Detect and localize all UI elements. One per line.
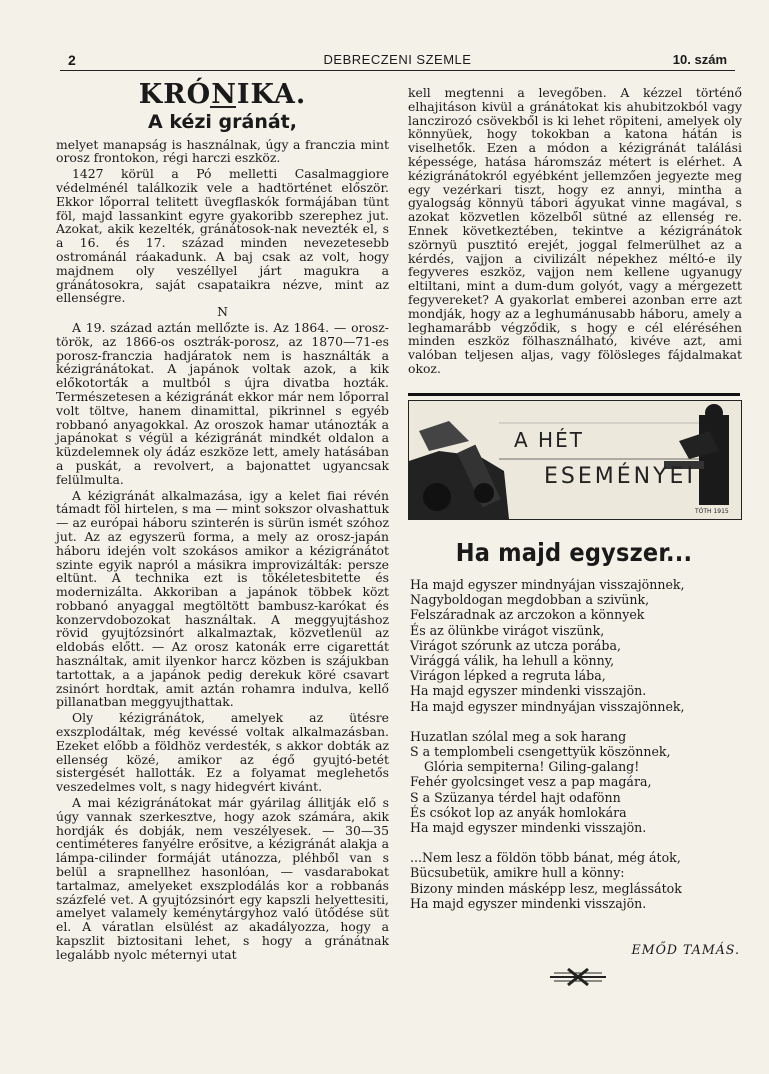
masthead: DEBRECZENI SZEMLE <box>323 52 472 67</box>
header-rule <box>60 70 735 71</box>
kronika-column <box>56 79 389 964</box>
poem-stanza <box>410 850 740 911</box>
section-rule <box>408 393 740 396</box>
article-paragraph: melyet manapság is használnak, úgy a franczia mint orosz frontokon, régi harczi eszköz. <box>56 136 389 166</box>
poem-line: Bücsubetük, amikre hull a könny: <box>410 865 625 881</box>
ornament-icon <box>548 966 608 988</box>
poem-line: S a Szüzanya térdel hajt odafönn <box>410 789 621 805</box>
article-paragraph: 1427 körül a Pó melletti Casalmaggiore védelménél találkozik vele a hadtörténet először. Ekkor lőporral telitett üvegflaskók formájában tünt föl, majd lassankint egyre gyakoribb szerephez jut. Azokat, akik kezelték, gránátosok-nak nevezték el, s a 16. és 17. század minden nevezetesebb ostrománál ráakadunk. A baj csak az volt, hogy majdnem oly veszéllyel járt magukra a gránátosokra, saját csapataikra nézve, mint az ellenségre. <box>56 166 389 306</box>
running-header <box>60 52 735 70</box>
article-paragraph: Oly kézigránátok, amelyek az ütésre exszplodáltak, még kevéssé voltak alkalmazásban. Ezeket előbb a földhöz verdesték, s akkor dobták az ellenség közé, amikor az égő gyujtó-betét sistergését hallották. Ez a folyamat meglehetős veszedelmes volt, s nagy hidegvért kivánt. <box>56 710 389 795</box>
banner-line2: ESEMÉNYEI <box>544 464 696 489</box>
article-paragraph: A mai kézigránátokat már gyárilag állitják elő s úgy vannak szerkesztve, hogy azok számára, akik hordják és dobják, nem veszélyesek. — 30—35 centiméteres fanyélre erősitve, a kézigránát alakja a lámpa-cilinder formáját utánozza, pléhből van s belül a srapnellhez hasonlóan, — vasdarabokat tartalmaz, amelyeket exszplodálás kor a robbanás százfelé vet. A gyujtózsinórt egy kapszli helyettesiti, amelyet valamely keménytárgyhoz való ütődése süt el. A váratlan elsülést az akadályozza, hogy a kapszlit biztositani lehet, s hogy a gránátnak legalább nyolc méternyi utat <box>56 795 389 962</box>
poem-line: Ha majd egyszer mindenki visszajön. <box>410 895 647 911</box>
poem-line: Glória sempiterna! Giling-galang! <box>424 759 640 775</box>
section-title: KRÓNIKA. <box>138 79 307 110</box>
poem-line: S a templombeli csengettyük köszönnek, <box>410 744 671 760</box>
article-paragraph: A kézigránát alkalmazása, igy a kelet fiai révén támadt föl hirtelen, s ma — mint sokszor olvashattuk — az európai háboru szinterén is sürün ismét szóhoz jut. Az az egyszerü forma, a mely az orosz-japán háboru idején volt szokásos amikor a kézigránátot szinte egyik napról a másikra improvizálták: persze eltünt. A technika ezt is tökéletesbitette és modernizálta. Akkoriban a japánok többek közt robbanó anyaggal megtöltött bambusz-karókat és konzervdobozokat használtak. A meggyujtáshoz rövid gyujtózsinórt alkalmaztak, közvetlenül az eldobás előtt. — Az orosz katonák erre cigarettát használtak, amit ilyenkor harcz közben is szájukban tartottak, a a japánok pedig derekuk köré csavart zsinórt hordtak, amit aztán rohamra indulva, kellő pillanatban meggyujthattak. <box>56 487 389 710</box>
issue-number: 10. szám <box>672 52 727 67</box>
poem-line: Nagyboldogan megdobban a szivünk, <box>410 592 650 608</box>
poem-line: Ha majd egyszer mindenki visszajön. <box>410 683 647 699</box>
article-paragraph: kell megtenni a levegőben. A kézzel történő elhajitáson kivül a gránátokat kis ahubitzokból vagy lanczirozó csövekből is ki lehet röpiteni, amelyek oly könnyüek, hogy tokokban a katona hátán is viselhetők. Ezen a módon a kézigránát találási képessége, hatása háromszáz métert is elérhet. A kézigránátokról egyébként jellemzően jegyezte meg egy vezérkari tiszt, hogy ez annyi, mintha a gyalogság könnyü tábori ágyukat vinne magával, s azokat közvetlen közelből sütné az ellenség re. Ennek következtében, tekintve a kézigránátok szörnyü pusztitó erejét, joggal felmerülhet az a kérdés, vajjon a civilizált népekhez méltó-e ily fegyveres eszköz, vajjon nem kellene ugyanugy eltiltani, mint a dum-dum golyót, vagy a mérgezett fegyvereket? A gyakorlat emberei azonban erre azt mondják, hogy az a leghumánusabb háboru, amely a leghamarább végződik, s hogy e cél eléréséhen minden eszköz fölhasználható, kivéve azt, ami valóban teljesen aljas, vagy fölösleges fájdalmakat okoz. <box>408 85 742 376</box>
page-number: 2 <box>68 52 76 68</box>
poem <box>410 577 740 926</box>
poem-line: Virágon lépked a regruta lába, <box>410 668 606 684</box>
poem-line: ...Nem lesz a földön több bánat, még átok, <box>410 850 681 866</box>
poem-line: Ha majd egyszer mindnyájan visszajönnek, <box>410 577 685 592</box>
poem-stanza <box>410 577 740 714</box>
poem-line: Ha majd egyszer mindenki visszajön. <box>410 820 647 836</box>
events-banner <box>408 400 742 520</box>
banner-signature: TÓTH 1915 <box>695 508 729 515</box>
article-title: A kézi gránát, <box>148 110 297 133</box>
poem-line: Ha majd egyszer mindnyájan visszajönnek, <box>410 698 685 714</box>
poem-title: Ha majd egyszer... <box>455 538 693 567</box>
poem-line: Virággá válik, ha lehull a könny, <box>410 653 615 669</box>
poem-line: Huzatlan szólal meg a sok harang <box>410 728 627 744</box>
poem-line: És csókot lop az anyák homlokára <box>410 804 627 820</box>
poem-line: És az ölünkbe virágot viszünk, <box>410 622 605 638</box>
poem-line: Fehér gyolcsinget vesz a pap magára, <box>410 774 652 790</box>
poem-stanza <box>410 729 740 835</box>
stray-mark: N <box>217 304 228 320</box>
poem-line: Virágot szórunk az utcza porába, <box>410 637 621 653</box>
poem-author: EMŐD TAMÁS. <box>631 942 740 957</box>
poem-line: Bizony minden másképp lesz, meglássátok <box>410 880 682 896</box>
banner-line1: A HÉT <box>514 428 584 452</box>
article-paragraph: A 19. század aztán mellőzte is. Az 1864. — orosz-török, az 1866-os osztrák-porosz, az 1870—71-es porosz-franczia hadjáratok nem is használták a kézigránátokat. A japánok voltak azok, a kik előkotorták a multból s újra divatba hozták. Természetesen a kézigránát ekkor már nem lőporral volt töltve, hanem dinamittal, pikrinnel s egyéb robbanó anyagokkal. Az oroszok hamar utánozták a japánokat s végül a kézigránát mindkét oldalon a küzdelemnek oly ádáz eszköze lett, amely hatásában a puskát, a revolvert, a bajonattet ugyancsak felülmulta. <box>56 319 389 487</box>
banner-illustration <box>409 401 741 519</box>
kronika-continuation <box>408 86 742 378</box>
poem-line: Felszáradnak az arczokon a könnyek <box>410 607 645 623</box>
